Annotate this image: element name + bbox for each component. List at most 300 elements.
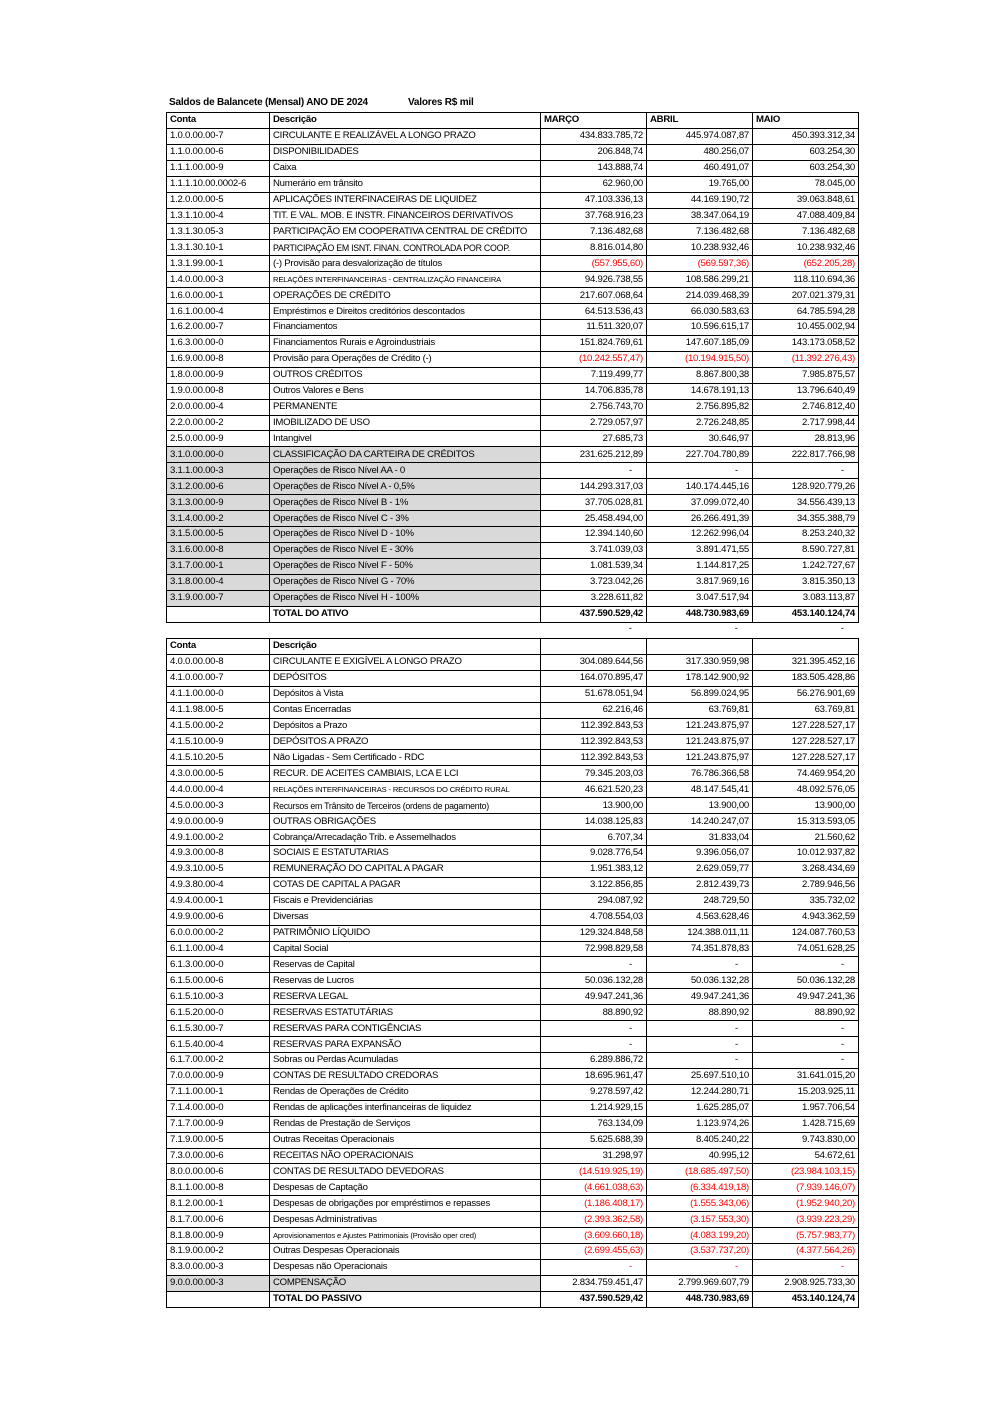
cell-marco: 12.394.140,60 bbox=[541, 526, 647, 542]
cell-abril: 121.243.875,97 bbox=[647, 718, 753, 734]
table-row bbox=[167, 1084, 859, 1100]
cell-descricao: Provisão para Operações de Crédito (-) bbox=[270, 351, 541, 367]
cell-conta: 6.1.5.20.00-0 bbox=[167, 1005, 270, 1021]
cell-abril: 13.900,00 bbox=[647, 798, 753, 814]
cell-maio: 8.590.727,81 bbox=[753, 542, 859, 558]
cell-conta: 6.1.7.00.00-2 bbox=[167, 1052, 270, 1068]
table-row bbox=[167, 925, 859, 941]
cell-maio: 50.036.132,28 bbox=[753, 973, 859, 989]
column-header-abril: ABRIL bbox=[647, 113, 753, 129]
cell-descricao: CIRCULANTE E REALIZÁVEL A LONGO PRAZO bbox=[270, 128, 541, 144]
cell-descricao: Capital Social bbox=[270, 941, 541, 957]
table-row bbox=[167, 526, 859, 542]
cell-abril: 48.147.545,41 bbox=[647, 782, 753, 798]
cell-conta: 8.1.1.00.00-8 bbox=[167, 1180, 270, 1196]
table-row bbox=[167, 351, 859, 367]
table-row bbox=[167, 479, 859, 495]
cell-maio: 10.012.937,82 bbox=[753, 845, 859, 861]
cell-marco: 9.028.776,54 bbox=[541, 845, 647, 861]
cell-maio: - bbox=[753, 957, 859, 973]
cell-marco: 206.848,74 bbox=[541, 144, 647, 160]
cell-conta: 3.1.8.00.00-4 bbox=[167, 574, 270, 590]
cell-abril: 1.625.285,07 bbox=[647, 1100, 753, 1116]
cell-descricao: Financiamentos bbox=[270, 319, 541, 335]
cell-abril: 1.144.817,25 bbox=[647, 558, 753, 574]
cell-marco: 6.289.886,72 bbox=[541, 1052, 647, 1068]
table-row bbox=[167, 1021, 859, 1037]
cell-abril: 25.697.510,10 bbox=[647, 1068, 753, 1084]
cell-abril: (569.597,36) bbox=[647, 256, 753, 272]
cell-descricao: Fiscais e Previdenciárias bbox=[270, 893, 541, 909]
cell-descricao: Não Ligadas - Sem Certificado - RDC bbox=[270, 750, 541, 766]
cell-maio: 603.254,30 bbox=[753, 160, 859, 176]
cell-marco: 14.706.835,78 bbox=[541, 383, 647, 399]
cell-abril: 74.351.878,83 bbox=[647, 941, 753, 957]
cell-abril: 2.726.248,85 bbox=[647, 415, 753, 431]
cell-conta: 1.6.0.00.00-1 bbox=[167, 288, 270, 304]
cell-conta: 3.1.9.00.00-7 bbox=[167, 590, 270, 606]
cell-maio: 3.083.113,87 bbox=[753, 590, 859, 606]
table-row bbox=[167, 1100, 859, 1116]
cell-conta: 3.1.1.00.00-3 bbox=[167, 463, 270, 479]
cell-maio: 63.769,81 bbox=[753, 702, 859, 718]
table-row bbox=[167, 304, 859, 320]
cell-marco: 2.729.057,97 bbox=[541, 415, 647, 431]
cell-descricao: RESERVAS ESTATUTÁRIAS bbox=[270, 1005, 541, 1021]
cell-maio: 127.228.527,17 bbox=[753, 734, 859, 750]
cell-abril: 19.765,00 bbox=[647, 176, 753, 192]
cell-maio: 2.789.946,56 bbox=[753, 877, 859, 893]
column-header-maio: MAIO bbox=[753, 113, 859, 129]
passivo-table bbox=[166, 638, 859, 1308]
cell-conta: 2.0.0.00.00-4 bbox=[167, 399, 270, 415]
cell-conta: 1.0.0.00.00-7 bbox=[167, 128, 270, 144]
cell-abril: 2.799.969.607,79 bbox=[647, 1275, 753, 1291]
cell-marco: 437.590.529,42 bbox=[541, 1291, 647, 1307]
cell-maio: 128.920.779,26 bbox=[753, 479, 859, 495]
cell-maio: (23.984.103,15) bbox=[753, 1164, 859, 1180]
cell-descricao: RECUR. DE ACEITES CAMBIAIS, LCA E LCI bbox=[270, 766, 541, 782]
table-row bbox=[167, 718, 859, 734]
cell-maio: 1.428.715,69 bbox=[753, 1116, 859, 1132]
table-row bbox=[167, 1116, 859, 1132]
table-row bbox=[167, 830, 859, 846]
cell-marco: 88.890,92 bbox=[541, 1005, 647, 1021]
cell-marco: 112.392.843,53 bbox=[541, 734, 647, 750]
cell-maio: 15.203.925,11 bbox=[753, 1084, 859, 1100]
cell-conta: 3.1.3.00.00-9 bbox=[167, 495, 270, 511]
cell-maio: (7.939.146,07) bbox=[753, 1180, 859, 1196]
cell-descricao: TOTAL DO PASSIVO bbox=[270, 1291, 541, 1307]
cell-descricao: DEPÓSITOS bbox=[270, 670, 541, 686]
cell-maio: 2.746.812,40 bbox=[753, 399, 859, 415]
cell-abril: 26.266.491,39 bbox=[647, 511, 753, 527]
cell-abril: 108.586.299,21 bbox=[647, 272, 753, 288]
cell-conta bbox=[167, 1291, 270, 1307]
cell-marco: 437.590.529,42 bbox=[541, 606, 647, 622]
table-row bbox=[167, 431, 859, 447]
cell-marco: 62.216,46 bbox=[541, 702, 647, 718]
cell-marco: 79.345.203,03 bbox=[541, 766, 647, 782]
table-row bbox=[167, 590, 859, 606]
cell-marco: 129.324.848,58 bbox=[541, 925, 647, 941]
table-row bbox=[167, 1180, 859, 1196]
cell-descricao: RELAÇÕES INTERFINANCEIRAS - CENTRALIZAÇÃO FINANCEIRA bbox=[270, 272, 541, 288]
table-row bbox=[167, 782, 859, 798]
cell-marco: 50.036.132,28 bbox=[541, 973, 647, 989]
cell-marco: 13.900,00 bbox=[541, 798, 647, 814]
report-title: Saldos de Balancete (Mensal) ANO DE 2024 bbox=[169, 97, 368, 108]
column-header-abril bbox=[647, 639, 753, 655]
cell-conta: 1.2.0.00.00-5 bbox=[167, 192, 270, 208]
cell-conta: 1.6.1.00.00-4 bbox=[167, 304, 270, 320]
cell-abril: 1.123.974,26 bbox=[647, 1116, 753, 1132]
cell-marco: - bbox=[541, 957, 647, 973]
cell-marco: - bbox=[541, 1259, 647, 1275]
cell-conta: 8.0.0.00.00-6 bbox=[167, 1164, 270, 1180]
cell-conta: 1.1.1.00.00-9 bbox=[167, 160, 270, 176]
table-row bbox=[167, 399, 859, 415]
cell-marco: 112.392.843,53 bbox=[541, 750, 647, 766]
cell-conta: 7.0.0.00.00-9 bbox=[167, 1068, 270, 1084]
cell-descricao: CLASSIFICAÇÃO DA CARTEIRA DE CRÉDITOS bbox=[270, 447, 541, 463]
cell-abril: 445.974.087,87 bbox=[647, 128, 753, 144]
cell-marco: 9.278.597,42 bbox=[541, 1084, 647, 1100]
cell-marco: 46.621.520,23 bbox=[541, 782, 647, 798]
cell-descricao: Depósitos a Prazo bbox=[270, 718, 541, 734]
cell-descricao: RESERVAS PARA EXPANSÃO bbox=[270, 1037, 541, 1053]
cell-descricao: CONTAS DE RESULTADO CREDORAS bbox=[270, 1068, 541, 1084]
cell-marco: 94.926.738,55 bbox=[541, 272, 647, 288]
cell-descricao: Operações de Risco Nível F - 50% bbox=[270, 558, 541, 574]
cell-maio: - bbox=[753, 463, 859, 479]
cell-descricao: (-) Provisão para desvalorização de títulos bbox=[270, 256, 541, 272]
cell-descricao: CONTAS DE RESULTADO DEVEDORAS bbox=[270, 1164, 541, 1180]
cell-abril: 56.899.024,95 bbox=[647, 686, 753, 702]
cell-descricao: Reservas de Capital bbox=[270, 957, 541, 973]
cell-descricao: Empréstimos e Direitos creditórios descontados bbox=[270, 304, 541, 320]
table-row bbox=[167, 1259, 859, 1275]
cell-abril: (1.555.343,06) bbox=[647, 1196, 753, 1212]
cell-conta: 3.1.6.00.00-8 bbox=[167, 542, 270, 558]
cell-maio: (11.392.276,43) bbox=[753, 351, 859, 367]
cell-maio: 7.985.875,57 bbox=[753, 367, 859, 383]
cell-conta: 6.1.1.00.00-4 bbox=[167, 941, 270, 957]
cell-maio: 74.051.628,25 bbox=[753, 941, 859, 957]
cell-conta: 4.9.4.00.00-1 bbox=[167, 893, 270, 909]
separator-row bbox=[540, 623, 858, 634]
cell-descricao: PERMANENTE bbox=[270, 399, 541, 415]
cell-descricao: Rendas de Prestação de Serviços bbox=[270, 1116, 541, 1132]
cell-marco: 144.293.317,03 bbox=[541, 479, 647, 495]
separator-marco: - bbox=[628, 623, 632, 634]
table-row bbox=[167, 288, 859, 304]
table-row bbox=[167, 957, 859, 973]
cell-abril: (18.685.497,50) bbox=[647, 1164, 753, 1180]
cell-abril: - bbox=[647, 1021, 753, 1037]
cell-marco: - bbox=[541, 463, 647, 479]
cell-abril: - bbox=[647, 1037, 753, 1053]
cell-marco: 231.625.212,89 bbox=[541, 447, 647, 463]
cell-abril: (6.334.419,18) bbox=[647, 1180, 753, 1196]
column-header-conta: Conta bbox=[167, 639, 270, 655]
table-row bbox=[167, 1228, 859, 1244]
cell-descricao: Outros Valores e Bens bbox=[270, 383, 541, 399]
table-row bbox=[167, 208, 859, 224]
cell-descricao: Operações de Risco Nível AA - 0 bbox=[270, 463, 541, 479]
cell-marco: 72.998.829,58 bbox=[541, 941, 647, 957]
cell-maio: 222.817.766,98 bbox=[753, 447, 859, 463]
cell-conta: 6.1.5.10.00-3 bbox=[167, 989, 270, 1005]
cell-conta: 2.2.0.00.00-2 bbox=[167, 415, 270, 431]
table-row bbox=[167, 1164, 859, 1180]
cell-abril: 2.629.059,77 bbox=[647, 861, 753, 877]
cell-maio: 34.556.439,13 bbox=[753, 495, 859, 511]
table-row bbox=[167, 1275, 859, 1291]
table-row bbox=[167, 1196, 859, 1212]
cell-marco: (1.186.408,17) bbox=[541, 1196, 647, 1212]
cell-conta: 4.9.3.80.00-4 bbox=[167, 877, 270, 893]
cell-maio: 207.021.379,31 bbox=[753, 288, 859, 304]
cell-marco: (3.609.660,18) bbox=[541, 1228, 647, 1244]
cell-conta: 1.3.1.30.05-3 bbox=[167, 224, 270, 240]
cell-descricao: CIRCULANTE E EXIGÍVEL A LONGO PRAZO bbox=[270, 654, 541, 670]
cell-conta: 7.3.0.00.00-6 bbox=[167, 1148, 270, 1164]
column-header-descricao: Descrição bbox=[270, 639, 541, 655]
cell-conta: 4.5.0.00.00-3 bbox=[167, 798, 270, 814]
cell-maio: 124.087.760,53 bbox=[753, 925, 859, 941]
cell-maio: 10.238.932,46 bbox=[753, 240, 859, 256]
cell-maio: (1.952.940,20) bbox=[753, 1196, 859, 1212]
cell-abril: 40.995,12 bbox=[647, 1148, 753, 1164]
table-row bbox=[167, 319, 859, 335]
cell-marco: (2.393.362,58) bbox=[541, 1212, 647, 1228]
table-row bbox=[167, 558, 859, 574]
cell-marco: 6.707,34 bbox=[541, 830, 647, 846]
cell-descricao: PARTICIPAÇÃO EM COOPERATIVA CENTRAL DE CRÉDITO bbox=[270, 224, 541, 240]
cell-maio: 321.395.452,16 bbox=[753, 654, 859, 670]
cell-conta: 3.1.2.00.00-6 bbox=[167, 479, 270, 495]
cell-abril: (10.194.915,50) bbox=[647, 351, 753, 367]
table-row bbox=[167, 1005, 859, 1021]
cell-abril: 14.678.191,13 bbox=[647, 383, 753, 399]
cell-abril: 8.867.800,38 bbox=[647, 367, 753, 383]
cell-abril: 12.244.280,71 bbox=[647, 1084, 753, 1100]
cell-descricao: Despesas Administrativas bbox=[270, 1212, 541, 1228]
table-row bbox=[167, 766, 859, 782]
table-row bbox=[167, 240, 859, 256]
cell-maio: (3.939.223,29) bbox=[753, 1212, 859, 1228]
cell-marco: 8.816.014,80 bbox=[541, 240, 647, 256]
cell-conta: 1.4.0.00.00-3 bbox=[167, 272, 270, 288]
cell-marco: 37.705.028,81 bbox=[541, 495, 647, 511]
cell-marco: (10.242.557,47) bbox=[541, 351, 647, 367]
column-header-descricao: Descrição bbox=[270, 113, 541, 129]
cell-maio: 31.641.015,20 bbox=[753, 1068, 859, 1084]
table-row bbox=[167, 845, 859, 861]
cell-conta: 4.1.5.10.00-9 bbox=[167, 734, 270, 750]
cell-marco: 37.768.916,23 bbox=[541, 208, 647, 224]
cell-abril: 121.243.875,97 bbox=[647, 734, 753, 750]
cell-maio: (652.205,28) bbox=[753, 256, 859, 272]
cell-maio: 183.505.428,86 bbox=[753, 670, 859, 686]
cell-maio: 78.045,00 bbox=[753, 176, 859, 192]
cell-maio: 3.815.350,13 bbox=[753, 574, 859, 590]
cell-maio: 9.743.830,00 bbox=[753, 1132, 859, 1148]
cell-marco: 143.888,74 bbox=[541, 160, 647, 176]
cell-marco: 7.119.499,77 bbox=[541, 367, 647, 383]
cell-abril: (4.083.199,20) bbox=[647, 1228, 753, 1244]
cell-conta: 4.9.3.10.00-5 bbox=[167, 861, 270, 877]
cell-marco: - bbox=[541, 1021, 647, 1037]
cell-descricao: Operações de Risco Nível C - 3% bbox=[270, 511, 541, 527]
cell-maio: 56.276.901,69 bbox=[753, 686, 859, 702]
cell-conta bbox=[167, 606, 270, 622]
cell-maio: - bbox=[753, 1052, 859, 1068]
cell-conta: 3.1.5.00.00-5 bbox=[167, 526, 270, 542]
cell-descricao: Operações de Risco Nível H - 100% bbox=[270, 590, 541, 606]
cell-conta: 8.3.0.00.00-3 bbox=[167, 1259, 270, 1275]
cell-marco: 14.038.125,83 bbox=[541, 814, 647, 830]
cell-maio: 39.063.848,61 bbox=[753, 192, 859, 208]
cell-descricao: Outras Despesas Operacionais bbox=[270, 1244, 541, 1260]
cell-descricao: PATRIMÔNIO LÍQUIDO bbox=[270, 925, 541, 941]
cell-descricao: Operações de Risco Nível G - 70% bbox=[270, 574, 541, 590]
cell-marco: 1.081.539,34 bbox=[541, 558, 647, 574]
cell-conta: 1.6.9.00.00-8 bbox=[167, 351, 270, 367]
cell-maio: 13.796.640,49 bbox=[753, 383, 859, 399]
cell-marco: 27.685,73 bbox=[541, 431, 647, 447]
cell-descricao: Cobrança/Arrecadação Trib. e Assemelhados bbox=[270, 830, 541, 846]
table-row bbox=[167, 415, 859, 431]
cell-conta: 4.0.0.00.00-8 bbox=[167, 654, 270, 670]
cell-conta: 9.0.0.00.00-3 bbox=[167, 1275, 270, 1291]
cell-marco: (2.699.455,63) bbox=[541, 1244, 647, 1260]
cell-conta: 2.5.0.00.00-9 bbox=[167, 431, 270, 447]
cell-abril: 248.729,50 bbox=[647, 893, 753, 909]
cell-conta: 6.1.5.00.00-6 bbox=[167, 973, 270, 989]
cell-conta: 4.9.1.00.00-2 bbox=[167, 830, 270, 846]
cell-maio: 28.813,96 bbox=[753, 431, 859, 447]
cell-abril: 448.730.983,69 bbox=[647, 606, 753, 622]
cell-marco: 112.392.843,53 bbox=[541, 718, 647, 734]
cell-abril: 10.596.615,17 bbox=[647, 319, 753, 335]
cell-abril: 4.563.628,46 bbox=[647, 909, 753, 925]
cell-abril: 88.890,92 bbox=[647, 1005, 753, 1021]
table-row bbox=[167, 1148, 859, 1164]
cell-conta: 1.6.2.00.00-7 bbox=[167, 319, 270, 335]
cell-maio: 54.672,61 bbox=[753, 1148, 859, 1164]
cell-conta: 8.1.2.00.00-1 bbox=[167, 1196, 270, 1212]
cell-descricao: SOCIAIS E ESTATUTARIAS bbox=[270, 845, 541, 861]
cell-marco: 62.960,00 bbox=[541, 176, 647, 192]
cell-marco: - bbox=[541, 1037, 647, 1053]
cell-descricao: Intangivel bbox=[270, 431, 541, 447]
cell-descricao: Numerário em trânsito bbox=[270, 176, 541, 192]
cell-descricao: Diversas bbox=[270, 909, 541, 925]
table-row bbox=[167, 654, 859, 670]
column-header-conta: Conta bbox=[167, 113, 270, 129]
cell-maio: 335.732,02 bbox=[753, 893, 859, 909]
cell-descricao: TOTAL DO ATIVO bbox=[270, 606, 541, 622]
cell-conta: 8.1.8.00.00-9 bbox=[167, 1228, 270, 1244]
cell-maio: 4.943.362,59 bbox=[753, 909, 859, 925]
cell-descricao: RELAÇÕES INTERFINANCEIRAS - RECURSOS DO CRÉDITO RURAL bbox=[270, 782, 541, 798]
cell-abril: 66.030.583,63 bbox=[647, 304, 753, 320]
cell-maio: 127.228.527,17 bbox=[753, 750, 859, 766]
cell-marco: 7.136.482,68 bbox=[541, 224, 647, 240]
total-row bbox=[167, 606, 859, 622]
cell-abril: 37.099.072,40 bbox=[647, 495, 753, 511]
cell-descricao: Sobras ou Perdas Acumuladas bbox=[270, 1052, 541, 1068]
cell-maio: 34.355.388,79 bbox=[753, 511, 859, 527]
cell-maio: 74.469.954,20 bbox=[753, 766, 859, 782]
table-row bbox=[167, 1212, 859, 1228]
table-row bbox=[167, 335, 859, 351]
separator-abril: - bbox=[734, 623, 738, 634]
cell-marco: (557.955,60) bbox=[541, 256, 647, 272]
cell-maio: 118.110.694,36 bbox=[753, 272, 859, 288]
cell-descricao: TIT. E VAL. MOB. E INSTR. FINANCEIROS DERIVATIVOS bbox=[270, 208, 541, 224]
cell-marco: 25.458.494,00 bbox=[541, 511, 647, 527]
cell-maio: (5.757.983,77) bbox=[753, 1228, 859, 1244]
table-row bbox=[167, 574, 859, 590]
cell-descricao: APLICAÇÕES INTERFINACEIRAS DE LIQUIDEZ bbox=[270, 192, 541, 208]
cell-abril: 214.039.468,39 bbox=[647, 288, 753, 304]
cell-descricao: Rendas de Operações de Crédito bbox=[270, 1084, 541, 1100]
cell-conta: 4.9.3.00.00-8 bbox=[167, 845, 270, 861]
table-row bbox=[167, 176, 859, 192]
cell-maio: - bbox=[753, 1259, 859, 1275]
cell-abril: 49.947.241,36 bbox=[647, 989, 753, 1005]
column-header-maio bbox=[753, 639, 859, 655]
cell-maio: 64.785.594,28 bbox=[753, 304, 859, 320]
cell-marco: 294.087,92 bbox=[541, 893, 647, 909]
header-row bbox=[167, 113, 859, 129]
cell-descricao: Despesas não Operacionais bbox=[270, 1259, 541, 1275]
cell-maio: (4.377.564,26) bbox=[753, 1244, 859, 1260]
cell-maio: 10.455.002,94 bbox=[753, 319, 859, 335]
cell-marco: 217.607.068,64 bbox=[541, 288, 647, 304]
cell-marco: 49.947.241,36 bbox=[541, 989, 647, 1005]
table-row bbox=[167, 1132, 859, 1148]
table-row bbox=[167, 893, 859, 909]
cell-abril: - bbox=[647, 1259, 753, 1275]
cell-maio: 1.957.706,54 bbox=[753, 1100, 859, 1116]
table-row bbox=[167, 1052, 859, 1068]
cell-marco: 164.070.895,47 bbox=[541, 670, 647, 686]
cell-abril: 3.047.517,94 bbox=[647, 590, 753, 606]
table-row bbox=[167, 670, 859, 686]
cell-descricao: Recursos em Trânsito de Terceiros (ordens de pagamento) bbox=[270, 798, 541, 814]
cell-abril: 178.142.900,92 bbox=[647, 670, 753, 686]
table-row bbox=[167, 447, 859, 463]
column-header-marco: MARÇO bbox=[541, 113, 647, 129]
table-row bbox=[167, 734, 859, 750]
cell-marco: 2.834.759.451,47 bbox=[541, 1275, 647, 1291]
cell-conta: 4.9.0.00.00-9 bbox=[167, 814, 270, 830]
cell-abril: 448.730.983,69 bbox=[647, 1291, 753, 1307]
table-row bbox=[167, 1037, 859, 1053]
cell-descricao: Aprovisionamentos e Ajustes Patrimoniais (Provisão oper cred) bbox=[270, 1228, 541, 1244]
cell-marco: 51.678.051,94 bbox=[541, 686, 647, 702]
table-row bbox=[167, 367, 859, 383]
cell-descricao: DISPONIBILIDADES bbox=[270, 144, 541, 160]
cell-conta: 4.1.1.00.00-0 bbox=[167, 686, 270, 702]
cell-conta: 4.1.5.10.20-5 bbox=[167, 750, 270, 766]
cell-abril: 124.388.011,11 bbox=[647, 925, 753, 941]
cell-marco: 1.214.929,15 bbox=[541, 1100, 647, 1116]
